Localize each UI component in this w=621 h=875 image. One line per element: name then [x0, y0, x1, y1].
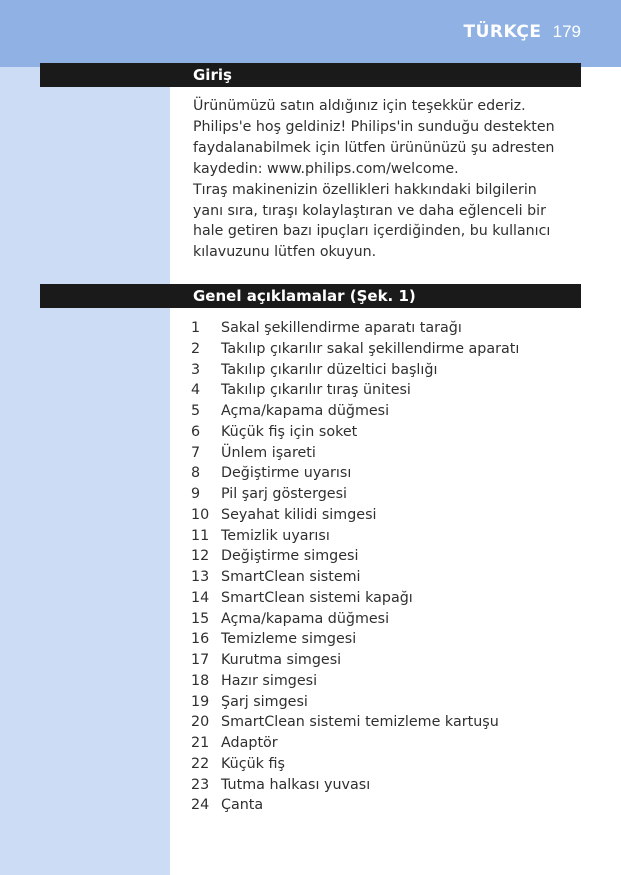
intro-line: faydalanabilmek için lütfen ürününüzü şu adresten [193, 139, 555, 156]
list-item-label: Değiştirme simgesi [221, 548, 359, 565]
list-item-label: Şarj simgesi [221, 693, 308, 710]
list-item-label: Adaptör [221, 735, 278, 751]
intro-line: kılavuzunu lütfen okuyun. [193, 244, 377, 261]
list-item [191, 588, 591, 609]
list-item [191, 546, 591, 567]
list-item-number: 7 [191, 444, 201, 461]
list-item-number: 12 [191, 548, 210, 565]
intro-line: Tıraş makinenizin özellikleri hakkındaki bilgilerin [193, 181, 537, 198]
intro-line: Ürünümüzü satın aldığınız için teşekkür ederiz. [193, 98, 526, 114]
list-item-number: 24 [191, 797, 210, 814]
list-item-label: Takılıp çıkarılır düzeltici başlığı [221, 361, 438, 378]
list-item [191, 463, 591, 484]
section-title-overview: Genel açıklamalar (Şek. 1) [193, 287, 416, 305]
list-item [191, 318, 591, 339]
list-item-number: 16 [191, 631, 210, 648]
list-item-label: Takılıp çıkarılır tıraş ünitesi [221, 382, 411, 399]
section-bar-overview [40, 284, 581, 308]
list-item-label: Ünlem işareti [221, 444, 316, 461]
list-item [191, 795, 591, 816]
list-item [191, 360, 591, 381]
section-bar-intro [40, 63, 581, 87]
parts-list [191, 318, 591, 816]
section-title-intro: Giriş [193, 66, 232, 84]
list-item-number: 19 [191, 693, 210, 710]
list-item [191, 609, 591, 630]
list-item-number: 6 [191, 423, 201, 440]
page-number: 179 [552, 22, 581, 41]
list-item-label: Açma/kapama düğmesi [221, 610, 390, 627]
list-item [191, 339, 591, 360]
list-item-label: Seyahat kilidi simgesi [221, 506, 377, 523]
list-item [191, 422, 591, 443]
list-item-number: 15 [191, 610, 210, 627]
list-item-number: 17 [191, 652, 210, 668]
page-header [464, 22, 581, 42]
list-item [191, 712, 591, 733]
list-item-number: 21 [191, 735, 210, 751]
list-item-label: Hazır simgesi [221, 672, 318, 689]
list-item-label: SmartClean sistemi [221, 569, 361, 585]
list-item-number: 1 [191, 320, 201, 336]
intro-line: Philips'e hoş geldiniz! Philips'in sunduğu destekten [193, 118, 555, 135]
list-item-label: Sakal şekillendirme aparatı tarağı [221, 320, 462, 336]
list-item-number: 2 [191, 340, 201, 357]
list-item-number: 3 [191, 361, 201, 378]
list-item [191, 629, 591, 650]
list-item-label: Tutma halkası yuvası [221, 776, 371, 793]
list-item-label: Küçük fiş için soket [221, 423, 358, 440]
list-item-number: 10 [191, 506, 210, 523]
list-item [191, 567, 591, 588]
list-item-label: Takılıp çıkarılır sakal şekillendirme aparatı [221, 340, 520, 357]
list-item [191, 380, 591, 401]
list-item [191, 754, 591, 775]
intro-line: yanı sıra, tıraşı kolaylaştıran ve daha eğlenceli bir [193, 202, 546, 219]
sidebar-band [0, 67, 170, 875]
list-item-number: 20 [191, 714, 210, 731]
list-item-label: Küçük fiş [221, 755, 285, 772]
list-item [191, 733, 591, 754]
list-item-number: 8 [191, 465, 201, 482]
intro-line: kaydedin: www.philips.com/welcome. [193, 160, 459, 177]
list-item-number: 22 [191, 755, 210, 772]
list-item [191, 775, 591, 796]
intro-line: hale getiren bazı ipuçları içerdiğinden, bu kullanıcı [193, 223, 551, 240]
list-item-label: SmartClean sistemi temizleme kartuşu [221, 714, 499, 731]
list-item [191, 401, 591, 422]
language-title: TÜRKÇE [463, 22, 542, 42]
intro-paragraph [193, 96, 583, 263]
list-item [191, 484, 591, 505]
list-item [191, 671, 591, 692]
list-item-number: 4 [191, 382, 201, 399]
list-item [191, 692, 591, 713]
list-item-label: Pil şarj göstergesi [221, 486, 347, 502]
list-item-number: 13 [191, 569, 210, 585]
list-item-number: 23 [191, 776, 210, 793]
list-item-label: Temizlik uyarısı [221, 527, 330, 544]
list-item-label: Çanta [221, 797, 264, 814]
list-item-number: 18 [191, 672, 210, 689]
list-item-number: 9 [191, 486, 201, 502]
list-item-number: 14 [191, 589, 210, 606]
list-item-number: 11 [191, 527, 210, 544]
list-item [191, 443, 591, 464]
list-item [191, 505, 591, 526]
list-item [191, 650, 591, 671]
list-item-label: Açma/kapama düğmesi [221, 403, 390, 419]
list-item-label: SmartClean sistemi kapağı [221, 589, 413, 606]
list-item-label: Temizleme simgesi [221, 631, 357, 648]
list-item-label: Kurutma simgesi [221, 652, 342, 668]
list-item-number: 5 [191, 403, 201, 419]
list-item [191, 526, 591, 547]
list-item-label: Değiştirme uyarısı [221, 465, 352, 482]
